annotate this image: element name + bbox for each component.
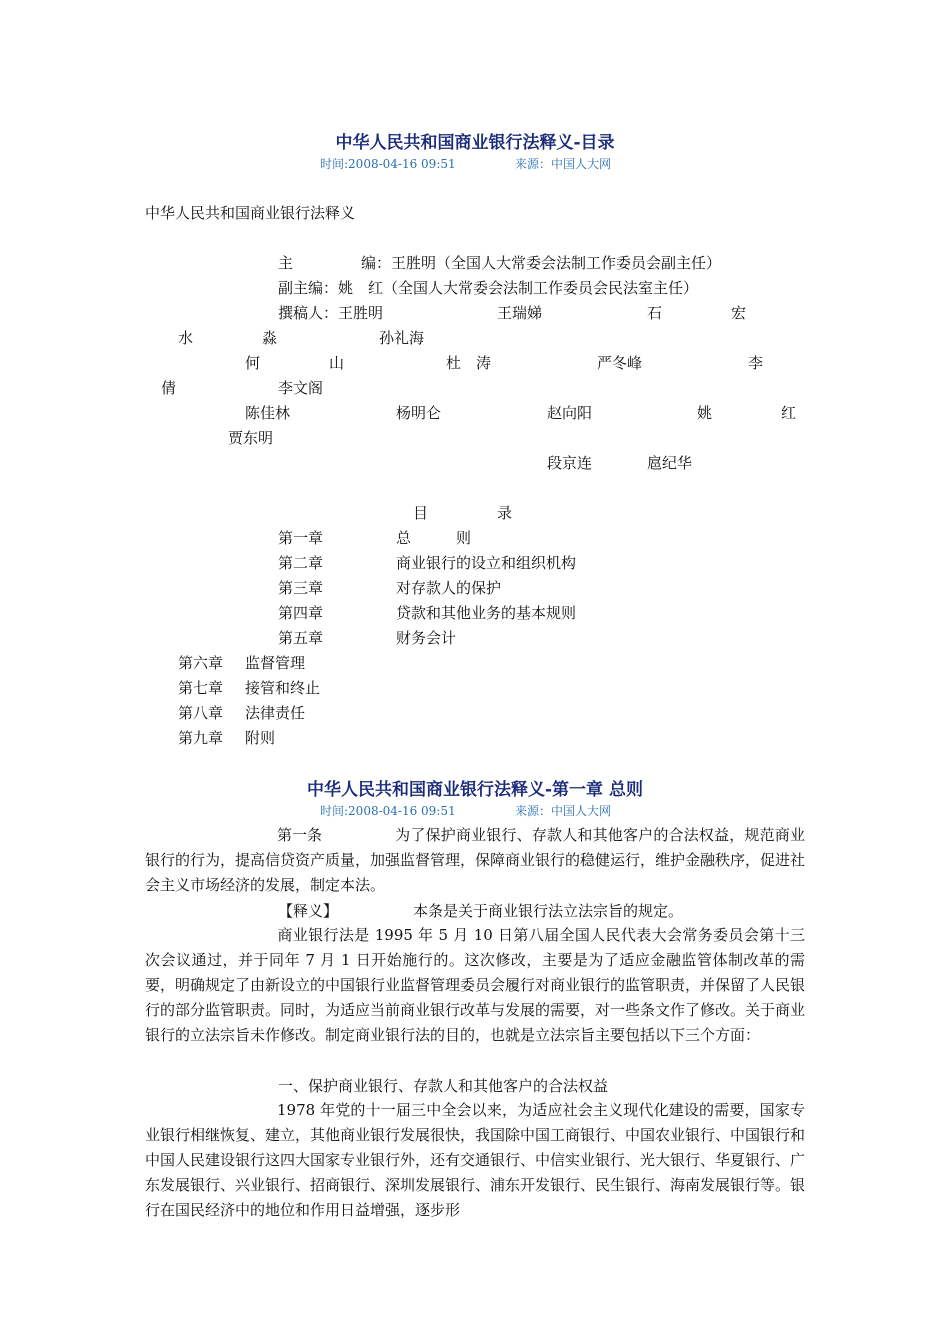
toc-chapter-title[interactable]: 法律责任: [245, 704, 306, 722]
writer-name: 何: [245, 354, 261, 372]
writer-name: 李文阁: [278, 379, 324, 397]
toc-chapter-title[interactable]: 对存款人的保护: [396, 579, 502, 597]
toc-heading: 录: [497, 504, 513, 522]
toc-chapter[interactable]: 第九章: [178, 729, 224, 747]
toc-chapter-title[interactable]: 接管和终止: [245, 679, 321, 697]
toc-chapter-title[interactable]: 财务会计: [396, 629, 457, 647]
writer-name: 倩: [161, 379, 177, 397]
toc-chapter[interactable]: 第六章: [178, 654, 224, 672]
writer-name: 山: [329, 354, 345, 372]
toc-chapter-title[interactable]: 附则: [245, 729, 276, 747]
editor-label: 主: [278, 254, 294, 272]
toc-chapter[interactable]: 第七章: [178, 679, 224, 697]
toc-chapter-title[interactable]: 监督管理: [245, 654, 306, 672]
article-paragraph: [145, 823, 805, 898]
publish-source: 来源：中国人大网: [515, 804, 612, 818]
writer-name: 杨明仑: [396, 404, 442, 422]
writer-name: 杜 涛: [446, 354, 492, 372]
toc-chapter[interactable]: 第二章: [278, 554, 324, 572]
paragraph-text: 商业银行法是 1995 年 5 月 10 日第八届全国人民代表大会常务委员会第十三次会议通过，并于同年 7 月 1 日开始施行的。这次修改，主要是为了适应金融监管体制改革的需要，明确规定了由新设立的中国银行业监督管理委员会履行对商业银行的监管职责，并保留了人民银行的部分监管职责。同时，为适应当前商业银行改革与发展的需要，对一些条文作了修改。关于商业银行的立法宗旨未作修改。制定商业银行法的目的，也就是立法宗旨主要包括以下三个方面：: [145, 926, 806, 1044]
writer-name: 贾东明: [228, 429, 274, 447]
toc-heading: 目: [413, 504, 429, 522]
toc-chapter-title[interactable]: 商业银行的设立和组织机构: [396, 554, 577, 572]
toc-chapter[interactable]: 第五章: [278, 629, 324, 647]
writer-name: 水: [178, 329, 194, 347]
writer-name: 赵向阳: [547, 404, 593, 422]
writer-name: 段京连: [547, 454, 593, 472]
writer-name: 宏: [731, 304, 747, 322]
page-title-toc: 中华人民共和国商业银行法释义-目录: [335, 133, 615, 153]
toc-chapter[interactable]: 第一章: [278, 529, 324, 547]
book-title: 中华人民共和国商业银行法释义: [145, 204, 356, 222]
writer-name: 陈佳林: [245, 404, 291, 422]
writer-name: 红: [781, 404, 797, 422]
writer-name: 扈纪华: [647, 454, 693, 472]
section-heading: 一、保护商业银行、存款人和其他客户的合法权益: [278, 1077, 609, 1095]
writer-name: 李: [748, 354, 764, 372]
publish-time: 时间:2008-04-16 09:51: [320, 804, 456, 818]
deputy-editor: 副主编：姚 红（全国人大常委会法制工作委员会民法室主任）: [278, 279, 699, 297]
paragraph-text: 1978 年党的十一届三中全会以来，为适应社会主义现代化建设的需要，国家专业银行相继恢复、建立，其他商业银行发展很快，我国除中国工商银行、中国农业银行、中国银行和中国人民建设银行这四大国家专业银行外，还有交通银行、中信实业银行、光大银行、华夏银行、广东发展银行、兴业银行、招商银行、深圳发展银行、浦东开发银行、民生银行、海南发展银行等。银行在国民经济中的地位和作用日益增强，逐步形: [145, 1101, 806, 1219]
toc-chapter[interactable]: 第三章: [278, 579, 324, 597]
toc-chapter[interactable]: 第八章: [178, 704, 224, 722]
writer-name: 孙礼海: [379, 329, 425, 347]
writer-name: 石: [647, 304, 663, 322]
writer-name: 严冬峰: [597, 354, 643, 372]
body-paragraph: [145, 1098, 805, 1223]
page-title-chapter1: 中华人民共和国商业银行法释义-第一章 总则: [307, 780, 643, 800]
writer-name: 淼: [262, 329, 278, 347]
writer-name: 姚: [697, 404, 713, 422]
publish-time: 时间:2008-04-16 09:51: [320, 157, 456, 171]
writers-label: 撰稿人：王胜明: [278, 304, 384, 322]
toc-chapter[interactable]: 第四章: [278, 604, 324, 622]
interpretation-label: 【释义】: [278, 902, 339, 920]
publish-source: 来源：中国人大网: [515, 157, 612, 171]
interpretation-text: 本条是关于商业银行法立法宗旨的规定。: [413, 902, 684, 920]
editor-name: 编：王胜明（全国人大常委会法制工作委员会副主任）: [361, 254, 722, 272]
writer-name: 王瑞娣: [497, 304, 543, 322]
article-text: 为了保护商业银行、存款人和其他客户的合法权益，规范商业银行的行为，提高信贷资产质量，加强监督管理，保障商业银行的稳健运行，维护金融秩序，促进社会主义市场经济的发展，制定本法。: [145, 826, 806, 894]
toc-chapter-title[interactable]: 总 则: [396, 529, 472, 547]
toc-chapter-title[interactable]: 贷款和其他业务的基本规则: [396, 604, 577, 622]
body-paragraph: [145, 923, 805, 1048]
article-label: 第一条: [277, 826, 323, 844]
